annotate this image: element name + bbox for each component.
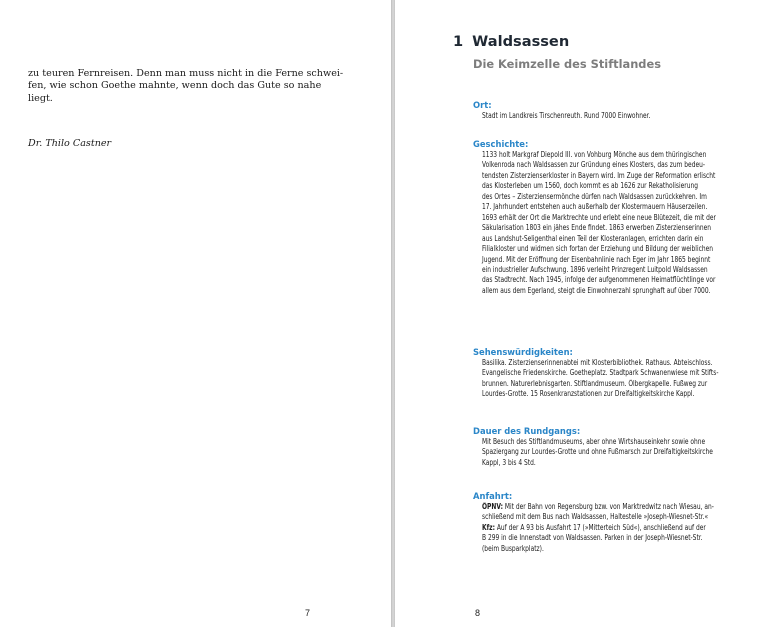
section-label: Ort:	[473, 100, 492, 110]
page-number-right: 8	[475, 608, 481, 618]
chapter-subtitle: Die Keimzelle des Stiftlandes	[473, 57, 661, 71]
right-page	[395, 0, 784, 627]
section-anfahrt	[473, 491, 763, 554]
body-line: Basilika. Zisterzienserinnenabtei mit Klosterbibliothek. Rathaus. Abteischloss.	[482, 358, 713, 367]
section-label: Geschichte:	[473, 139, 529, 149]
body-line: das Klosterleben um 1560, doch kommt es ab 1626 zur Rekatholisierung	[482, 181, 698, 191]
section-label: Sehenswürdigkeiten:	[473, 347, 573, 357]
intro-line: liegt.	[28, 92, 53, 104]
body-line: das Stadtrecht. Nach 1945, infolge der aufgenommenen Heimatflüchtlinge vor	[482, 275, 716, 285]
body-line: des Ortes – Zisterziensermönche dürfen nach Waldsassen zurückkehren. Im	[482, 191, 707, 201]
body-line: Lourdes-Grotte. 15 Rosenkranzstationen zur Dreifaltigkeitskirche Kappl.	[482, 389, 695, 399]
chapter-heading	[453, 33, 569, 50]
section-body	[473, 150, 763, 296]
body-line: tendsten Zisterzienserkloster in Bayern wird. Im Zuge der Reformation erlischt	[482, 170, 716, 180]
section-body	[473, 437, 763, 468]
intro-paragraph	[28, 68, 344, 105]
body-line: aus Landshut-Seligenthal einen Teil der Klosteranlagen, errichten darin ein	[482, 233, 704, 243]
body-line: Jugend. Mit der Eröffnung der Eisenbahnlinie nach Eger im Jahr 1865 beginnt	[482, 254, 711, 264]
section-label: Anfahrt:	[473, 491, 513, 501]
section-body	[473, 502, 763, 554]
body-line: allem aus dem Egerland, steigt die Einwohnerzahl sprunghaft auf über 7000.	[482, 285, 711, 295]
body-line: Säkularisation 1803 ein jähes Ende findet. 1863 erwerben Zisterzienserinnen	[482, 223, 712, 233]
oepnv-label: ÖPNV:	[482, 502, 504, 511]
section-sehenswuerdigkeiten	[473, 347, 763, 400]
body-line: B 299 in die Innenstadt von Waldsassen. Parken in der Joseph-Wiesnet-Str.	[482, 533, 703, 543]
body-line: Spaziergang zur Lourdes-Grotte und ohne Fußmarsch zur Dreifaltigkeitskirche	[482, 447, 713, 457]
section-body	[473, 358, 763, 400]
body-line: Kappl, 3 bis 4 Std.	[482, 457, 536, 467]
body-line: Filialkloster und widmen sich fortan der Erziehung und Bildung der weiblichen	[482, 244, 714, 254]
body-line: schließend mit dem Bus nach Waldsassen, Haltestelle »Joseph-Wiesnet-Str.«	[482, 512, 709, 522]
body-line: Mit der Bahn von Regensburg bzw. von Marktredwitz nach Wiesau, an-	[503, 502, 714, 511]
chapter-title: Waldsassen	[472, 33, 570, 50]
body-line: 1693 erhält der Ort die Marktrechte und erlebt eine neue Blütezeit, die mit der	[482, 212, 716, 222]
body-line: 17. Jahrhundert entstehen auch außerhalb der Klostermauern Häuserzeilen.	[482, 202, 708, 212]
intro-line: zu teuren Fernreisen. Denn man muss nicht in die Ferne schwei-	[28, 68, 344, 79]
body-line: Volkenroda nach Waldsassen zur Gründung eines Klosters, das zum bedeu-	[482, 160, 705, 170]
section-dauer	[473, 426, 763, 468]
body-line: Stadt im Landkreis Tirschenreuth. Rund 7000 Einwohner.	[482, 111, 651, 120]
body-line: (beim Busparkplatz).	[482, 543, 544, 553]
author-signature: Dr. Thilo Castner	[28, 138, 112, 149]
body-line: Auf der A 93 bis Ausfahrt 17 (»Mitterteich Süd«), anschließend auf der	[494, 522, 706, 532]
section-label: Dauer des Rundgangs:	[473, 426, 581, 436]
body-line: Evangelische Friedenskirche. Goetheplatz. Stadtpark Schwanenwiese mit Stifts-	[482, 368, 719, 378]
section-body	[473, 111, 763, 121]
body-line: brunnen. Naturerlebnisgarten. Stiftlandmuseum. Ölbergkapelle. Fußweg zur	[482, 378, 708, 388]
section-geschichte	[473, 139, 763, 296]
chapter-number: 1	[453, 33, 464, 50]
body-line: 1133 holt Markgraf Diepold III. von Vohburg Mönche aus dem thüringischen	[482, 150, 707, 159]
body-line: ein industrieller Aufschwung. 1896 verleiht Prinzregent Luitpold Waldsassen	[482, 264, 708, 274]
kfz-label: Kfz:	[482, 522, 495, 532]
page-number-left: 7	[305, 608, 311, 618]
intro-line: fen, wie schon Goethe mahnte, wenn doch das Gute so nahe	[28, 80, 322, 92]
section-ort	[473, 100, 763, 121]
body-line: Mit Besuch des Stiftlandmuseums, aber ohne Wirtshauseinkehr sowie ohne	[482, 437, 706, 446]
